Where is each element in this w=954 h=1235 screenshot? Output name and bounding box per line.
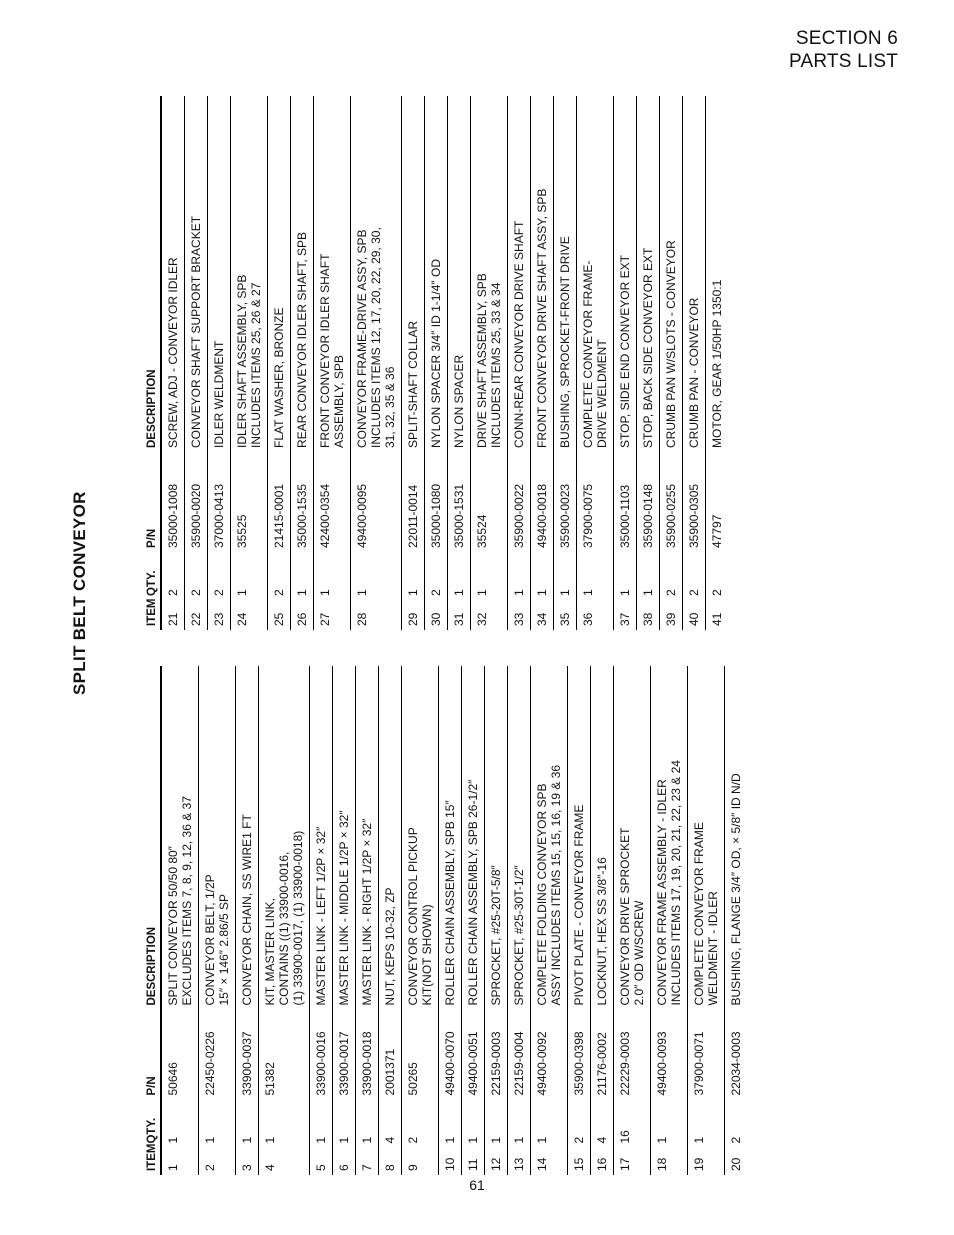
quantity: 2 (660, 548, 683, 596)
quantity: 1 (236, 1096, 259, 1144)
part-number: 35900-0023 (554, 448, 577, 548)
part-description: NUT, KEPS 10-32, ZP (379, 666, 402, 1006)
part-number: 35000-1008 (166, 483, 180, 548)
part-description: CONVEYOR SHAFT SUPPORT BRACKET (185, 96, 208, 448)
table-row (462, 666, 485, 1175)
quantity: 1 (333, 1096, 356, 1144)
part-number: 33900-0037 (236, 1006, 259, 1096)
part-description: CONVEYOR FRAME-DRIVE ASSY, SPB INCLUDES ITEMS 12, 17, 20, 22, 29, 30, 31, 32, 35 & 36 (351, 96, 402, 448)
item-number: 9 (402, 1144, 439, 1175)
quantity: 1 (166, 1136, 180, 1144)
parts-table-left-body (161, 666, 747, 1175)
part-description: CONVEYOR DRIVE SPROCKET 2.0″ OD W/SCREW (614, 666, 651, 1006)
quantity: 1 (448, 548, 471, 596)
part-description: BUSHING, SPROCKET-FRONT DRIVE (554, 96, 577, 448)
quantity: 1 (688, 1096, 725, 1144)
part-description: IDLER WELDMENT (208, 96, 231, 448)
part-number: 35900-0255 (660, 448, 683, 548)
table-row (425, 96, 448, 630)
part-description: CONVEYOR BELT, 1/2P 15″ × 146″ 2.86/5 SP (199, 666, 236, 1006)
item-number: 3 (236, 1144, 259, 1175)
part-description: CONVEYOR CHAIN, SS WIRE1 FT (236, 666, 259, 1006)
part-description: NYLON SPACER (448, 96, 471, 448)
quantity: 1 (531, 548, 554, 596)
table-row (614, 666, 651, 1175)
item-number: 23 (208, 596, 231, 630)
part-number: 49400-0095 (351, 448, 402, 548)
part-description: COMPLETE CONVEYOR FRAME- DRIVE WELDMENT (577, 96, 614, 448)
quantity: 1 (531, 1096, 568, 1144)
item-number: 31 (448, 596, 471, 630)
part-description: CONVEYOR CONTROL PICKUP KIT(NOT SHOWN) (402, 666, 439, 1006)
quantity: 1 (259, 1096, 310, 1144)
part-description: IDLER SHAFT ASSEMBLY, SPB INCLUDES ITEMS 25, 26 & 27 (231, 96, 268, 448)
section-title: PARTS LIST (789, 51, 898, 72)
part-number: 22159-0004 (508, 1006, 531, 1096)
part-number: 35900-0020 (185, 448, 208, 548)
item-number: 19 (688, 1144, 725, 1175)
item-number: 2 (199, 1144, 236, 1175)
table-row (291, 96, 314, 630)
part-number: 22229-0003 (614, 1006, 651, 1096)
item-number: 29 (402, 596, 425, 630)
quantity: 4 (379, 1096, 402, 1144)
table-row (508, 666, 531, 1175)
item-number: 18 (651, 1144, 688, 1175)
quantity: 1 (402, 548, 425, 596)
table-row (185, 96, 208, 630)
item-number: 34 (531, 596, 554, 630)
part-description: ROLLER CHAIN ASSEMBLY, SPB 15″ (439, 666, 462, 1006)
table-row (688, 666, 725, 1175)
quantity: 1 (637, 548, 660, 596)
item-number: 36 (577, 596, 614, 630)
item-number: 32 (471, 596, 508, 630)
item-number: 35 (554, 596, 577, 630)
quantity: 1 (310, 1096, 333, 1144)
table-row (231, 96, 268, 630)
table-row (356, 666, 379, 1175)
part-description: SPROCKET, #25-20T-5/8″ (485, 666, 508, 1006)
table-row (471, 96, 508, 630)
item-number: 26 (291, 596, 314, 630)
part-number: 21415-0001 (268, 448, 291, 548)
part-number: 35525 (231, 448, 268, 548)
quantity: 2 (568, 1096, 591, 1144)
part-number: 33900-0016 (310, 1006, 333, 1096)
quantity: 1 (291, 548, 314, 596)
part-number: 49400-0093 (651, 1006, 688, 1096)
item-number: 17 (614, 1144, 651, 1175)
quantity: 1 (508, 1096, 531, 1144)
part-number: 33900-0017 (333, 1006, 356, 1096)
table-row (554, 96, 577, 630)
part-number: 22011-0014 (402, 448, 425, 548)
table-row (333, 666, 356, 1175)
item-number: 33 (508, 596, 531, 630)
table-row (660, 96, 683, 630)
part-number: 33900-0018 (356, 1006, 379, 1096)
part-description: LOCKNUT, HEX SS 3/8″-16 (591, 666, 614, 1006)
page-number: 61 (469, 1177, 485, 1193)
column-header-qty: QTY. (142, 1096, 161, 1144)
part-description: KIT, MASTER LINK, CONTAINS ((1) 33900-0016, (1) 33900-0017, (1) 33900-0018) (259, 666, 310, 1006)
table-row (379, 666, 402, 1175)
part-number: 50646 (166, 1062, 180, 1096)
table-row (236, 666, 259, 1175)
column-header-pn: P/N (142, 448, 161, 548)
table-row (268, 96, 291, 630)
part-number: 22159-0003 (485, 1006, 508, 1096)
column-header-item: ITEM (142, 1144, 161, 1175)
item-number: 13 (508, 1144, 531, 1175)
quantity: 2 (166, 589, 180, 596)
rotated-parts-list (70, 80, 870, 1195)
part-number: 35900-0022 (508, 448, 531, 548)
part-number: 49400-0018 (531, 448, 554, 548)
table-row (402, 666, 439, 1175)
item-number: 28 (351, 596, 402, 630)
quantity: 1 (314, 548, 351, 596)
table-header-row (142, 666, 161, 1175)
quantity: 2 (402, 1096, 439, 1144)
part-description: NYLON SPACER 3/4″ ID 1-1/4″ OD (425, 96, 448, 448)
item-number: 14 (531, 1144, 568, 1175)
part-number: 49400-0092 (531, 1006, 568, 1096)
part-number: 49400-0051 (462, 1006, 485, 1096)
part-description: COMPLETE FOLDING CONVEYOR SPB ASSY INCLUDES ITEMS 15, 15, 16, 19 & 36 (531, 666, 568, 1006)
quantity: 1 (439, 1096, 462, 1144)
parts-table-right-body (161, 96, 728, 630)
column-header-item: ITEM (142, 596, 161, 630)
item-number: 21 (166, 612, 180, 626)
part-description: SPLIT CONVEYOR 50/50 80″ EXCLUDES ITEMS 7, 8, 9, 12, 36 & 37 (166, 796, 194, 1006)
part-number: 35900-0305 (683, 448, 706, 548)
table-row (310, 666, 333, 1175)
table-row (314, 96, 351, 630)
quantity: 2 (425, 548, 448, 596)
table-row (706, 96, 729, 630)
quantity: 2 (683, 548, 706, 596)
table-row (439, 666, 462, 1175)
part-description: PIVOT PLATE - CONVEYOR FRAME (568, 666, 591, 1006)
part-number: 51382 (259, 1006, 310, 1096)
quantity: 1 (471, 548, 508, 596)
item-number: 4 (259, 1144, 310, 1175)
part-number: 22450-0226 (199, 1006, 236, 1096)
table-row (161, 96, 185, 630)
table-row (199, 666, 236, 1175)
item-number: 6 (333, 1144, 356, 1175)
part-number: 35900-0148 (637, 448, 660, 548)
part-description: COMPLETE CONVEYOR FRAME WELDMENT - IDLER (688, 666, 725, 1006)
part-number: 50265 (402, 1006, 439, 1096)
part-description: SPLIT-SHAFT COLLAR (402, 96, 425, 448)
section-header (789, 27, 898, 73)
quantity: 1 (508, 548, 531, 596)
item-number: 11 (462, 1144, 485, 1175)
part-description: STOP, SIDE END CONVEYOR EXT (614, 96, 637, 448)
part-description: MOTOR, GEAR 1/50HP 1350:1 (706, 96, 729, 448)
table-row (577, 96, 614, 630)
page-title: SPLIT BELT CONVEYOR (70, 491, 89, 695)
part-description: CONVEYOR FRAME ASSEMBLY - IDLER INCLUDES ITEMS 17, 19, 20, 21, 22, 23 & 24 (651, 666, 688, 1006)
table-header-row (142, 96, 161, 630)
quantity: 1 (462, 1096, 485, 1144)
part-description: SCREW, ADJ - CONVEYOR IDLER (166, 257, 180, 448)
quantity: 2 (725, 1096, 748, 1144)
part-description: FRONT CONVEYOR IDLER SHAFT ASSEMBLY, SPB (314, 96, 351, 448)
table-row (351, 96, 402, 630)
item-number: 12 (485, 1144, 508, 1175)
quantity: 1 (356, 1096, 379, 1144)
part-number: 35524 (471, 448, 508, 548)
part-description: CRUMB PAN - CONVEYOR (683, 96, 706, 448)
item-number: 40 (683, 596, 706, 630)
table-row (531, 96, 554, 630)
quantity: 1 (651, 1096, 688, 1144)
part-number: 47797 (706, 448, 729, 548)
quantity: 1 (577, 548, 614, 596)
part-description: ROLLER CHAIN ASSEMBLY, SPB 26-1/2″ (462, 666, 485, 1006)
column-header-description: DESCRIPTION (142, 666, 161, 1006)
item-number: 8 (379, 1144, 402, 1175)
column-header-qty: QTY. (142, 548, 161, 596)
quantity: 1 (614, 548, 637, 596)
item-number: 16 (591, 1144, 614, 1175)
table-row (259, 666, 310, 1175)
part-description: MASTER LINK - LEFT 1/2P × 32″ (310, 666, 333, 1006)
parts-table-right (142, 96, 728, 630)
table-row (614, 96, 637, 630)
item-number: 20 (725, 1144, 748, 1175)
quantity: 1 (199, 1096, 236, 1144)
item-number: 25 (268, 596, 291, 630)
part-number: 35900-0398 (568, 1006, 591, 1096)
parts-table-left (142, 666, 747, 1175)
part-description: FLAT WASHER, BRONZE (268, 96, 291, 448)
part-number: 37000-0413 (208, 448, 231, 548)
quantity: 2 (185, 548, 208, 596)
part-number: 21176-0002 (591, 1006, 614, 1096)
item-number: 38 (637, 596, 660, 630)
item-number: 30 (425, 596, 448, 630)
item-number: 27 (314, 596, 351, 630)
table-row (568, 666, 591, 1175)
part-number: 37900-0071 (688, 1006, 725, 1096)
table-row (161, 666, 199, 1175)
part-number: 22034-0003 (725, 1006, 748, 1096)
quantity: 1 (554, 548, 577, 596)
item-number: 39 (660, 596, 683, 630)
table-row (485, 666, 508, 1175)
part-description: BUSHING, FLANGE 3/4″ OD, × 5/8″ ID N/D (725, 666, 748, 1006)
quantity: 1 (351, 548, 402, 596)
part-description: CRUMB PAN W/SLOTS - CONVEYOR (660, 96, 683, 448)
quantity: 1 (231, 548, 268, 596)
item-number: 37 (614, 596, 637, 630)
quantity: 2 (706, 548, 729, 596)
part-description: FRONT CONVEYOR DRIVE SHAFT ASSY, SPB (531, 96, 554, 448)
item-number: 15 (568, 1144, 591, 1175)
table-row (651, 666, 688, 1175)
quantity: 2 (268, 548, 291, 596)
table-row (725, 666, 748, 1175)
table-row (508, 96, 531, 630)
part-description: SPROCKET, #25-30T-1/2″ (508, 666, 531, 1006)
column-header-description: DESCRIPTION (142, 96, 161, 448)
table-row (591, 666, 614, 1175)
item-number: 5 (310, 1144, 333, 1175)
part-description: MASTER LINK - RIGHT 1/2P × 32″ (356, 666, 379, 1006)
part-number: 35000-1103 (614, 448, 637, 548)
quantity: 16 (614, 1096, 651, 1144)
quantity: 2 (208, 548, 231, 596)
table-row (402, 96, 425, 630)
table-row (448, 96, 471, 630)
part-number: 35000-1531 (448, 448, 471, 548)
part-description: CONN-REAR CONVEYOR DRIVE SHAFT (508, 96, 531, 448)
item-number: 7 (356, 1144, 379, 1175)
item-number: 10 (439, 1144, 462, 1175)
part-number: 35000-1080 (425, 448, 448, 548)
part-description: STOP, BACK SIDE CONVEYOR EXT (637, 96, 660, 448)
column-header-pn: P/N (142, 1006, 161, 1096)
table-row (208, 96, 231, 630)
part-description: REAR CONVEYOR IDLER SHAFT, SPB (291, 96, 314, 448)
item-number: 1 (166, 1164, 180, 1171)
quantity: 4 (591, 1096, 614, 1144)
quantity: 1 (485, 1096, 508, 1144)
item-number: 24 (231, 596, 268, 630)
part-description: DRIVE SHAFT ASSEMBLY, SPB INCLUDES ITEMS 25, 33 & 34 (471, 96, 508, 448)
section-number: SECTION 6 (795, 28, 898, 49)
part-number: 37900-0075 (577, 448, 614, 548)
table-row (531, 666, 568, 1175)
part-description: MASTER LINK - MIDDLE 1/2P × 32″ (333, 666, 356, 1006)
table-row (683, 96, 706, 630)
part-number: 2001371 (379, 1006, 402, 1096)
item-number: 41 (706, 596, 729, 630)
part-number: 42400-0354 (314, 448, 351, 548)
part-number: 35000-1535 (291, 448, 314, 548)
table-row (637, 96, 660, 630)
part-number: 49400-0070 (439, 1006, 462, 1096)
item-number: 22 (185, 596, 208, 630)
